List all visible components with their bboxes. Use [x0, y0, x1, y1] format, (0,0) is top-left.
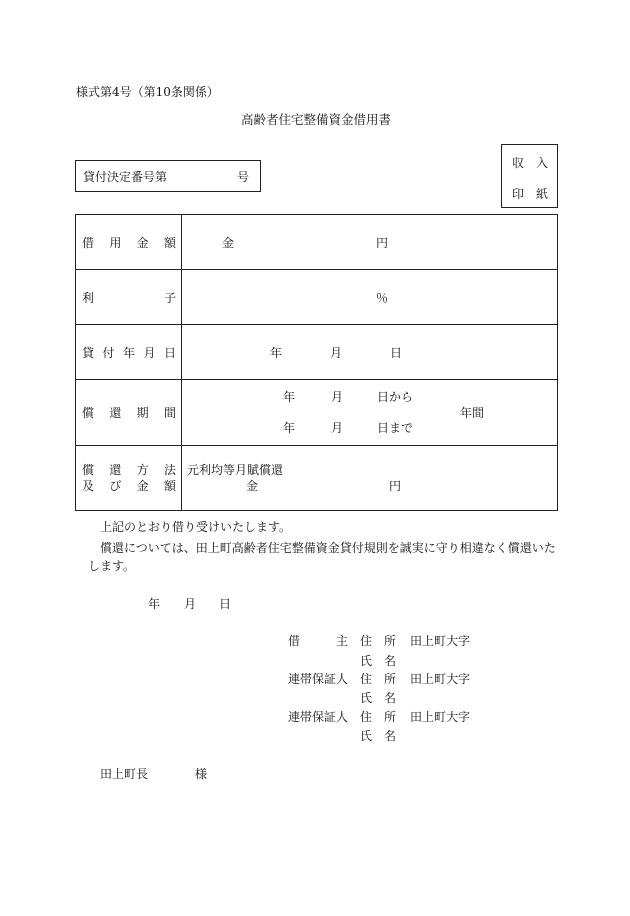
repayment-method: 元利均等月賦償還 [187, 463, 284, 477]
revenue-stamp-box [501, 144, 558, 208]
row-label-loan-amount: 借 用 金 額 [82, 236, 176, 250]
stamp-line-2 [512, 188, 548, 200]
guarantor-2-name-label: 氏 名 [360, 729, 396, 743]
guarantor-2-label: 連帯保証人 [288, 710, 349, 724]
borrower-name-label: 氏 名 [360, 654, 396, 668]
table-row-divider [75, 445, 558, 446]
table-row-divider [75, 269, 558, 270]
addressee-honorific: 様 [195, 767, 208, 781]
repayment-amount-prefix: 金 [246, 479, 259, 493]
form-number: 様式第4号（第10条関係） [76, 85, 219, 99]
addressee-name: 田上町長 [100, 767, 149, 781]
guarantor-1-name-label: 氏 名 [360, 691, 396, 705]
table-column-divider [181, 214, 182, 511]
stamp-char: 収 [512, 156, 525, 170]
period-end-year: 年 [283, 421, 296, 435]
stamp-char: 紙 [535, 187, 548, 201]
period-end-month: 月 [331, 421, 344, 435]
page-title: 高齢者住宅整備資金借用書 [241, 112, 392, 127]
row-label-amount: 及 び 金 額 [82, 479, 176, 493]
loan-decision-label: 貸付決定番号第 [83, 170, 168, 184]
guarantor-2-address-prefix: 田上町大字 [410, 710, 471, 724]
borrower-label: 借 主 [288, 634, 348, 648]
guarantor-1-address-prefix: 田上町大字 [410, 672, 471, 686]
paragraph-2-line-1: 償還については、田上町高齢者住宅整備資金貸付規則を誠実に守り相違なく償還いた [100, 541, 556, 555]
stamp-line-1 [512, 157, 548, 169]
borrower-address-label: 住 所 [360, 634, 396, 648]
period-start-year: 年 [283, 390, 296, 404]
repayment-amount-unit: 円 [389, 479, 402, 493]
interest-unit: ％ [376, 291, 389, 305]
loan-decision-number-box [75, 160, 261, 192]
paragraph-1: 上記のとおり借り受けいたします。 [100, 520, 292, 534]
row-label-repayment-period: 償 還 期 間 [82, 406, 176, 420]
guarantor-1-label: 連帯保証人 [288, 672, 349, 686]
loan-amount-prefix: 金 [222, 236, 235, 250]
loan-decision-suffix: 号 [237, 170, 250, 184]
row-label-repayment-method: 償 還 方 法 [82, 463, 176, 477]
loan-date-month: 月 [330, 346, 343, 360]
period-start-month: 月 [331, 390, 344, 404]
stamp-char: 入 [535, 156, 548, 170]
period-years: 年間 [460, 406, 485, 420]
date-month: 月 [184, 597, 197, 611]
borrower-address-prefix: 田上町大字 [410, 634, 471, 648]
loan-date-year: 年 [270, 346, 283, 360]
period-start-day: 日から [377, 390, 414, 404]
guarantor-1-address-label: 住 所 [360, 672, 396, 686]
guarantor-2-address-label: 住 所 [360, 710, 396, 724]
table-row-divider [75, 379, 558, 380]
period-end-day: 日まで [377, 421, 414, 435]
date-day: 日 [219, 597, 232, 611]
table-row-divider [75, 324, 558, 325]
loan-date-day: 日 [390, 346, 403, 360]
paragraph-2-line-2: します。 [88, 559, 136, 573]
stamp-char: 印 [512, 187, 525, 201]
row-label-interest: 利 子 [82, 291, 176, 305]
row-label-loan-date: 貸 付 年 月 日 [82, 346, 176, 360]
loan-amount-unit: 円 [376, 236, 389, 250]
date-year: 年 [148, 597, 161, 611]
